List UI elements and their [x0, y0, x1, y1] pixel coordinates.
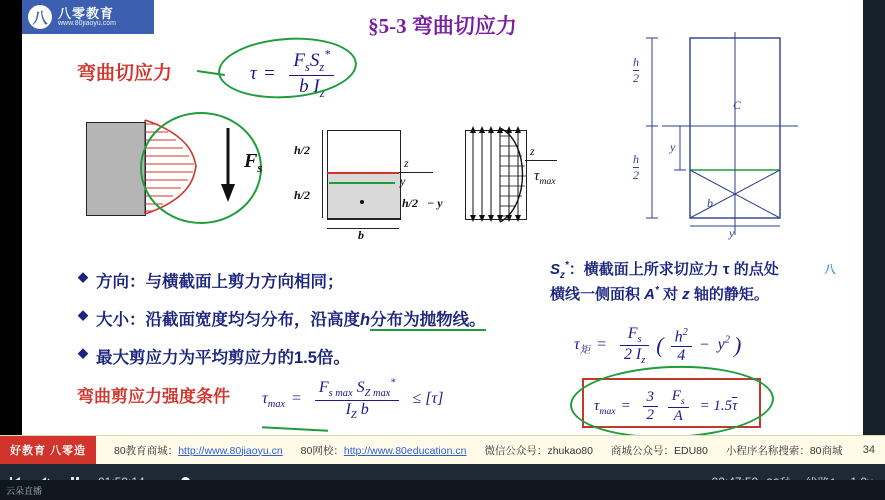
bullet-marker-icon: ◆ — [78, 269, 88, 284]
formula-tau-moment: $\tau_矩$ = $\frac{F_s}{2 I_z}$ ( $\frac{h^2}{4}$ − $y^2$ ) — [574, 325, 742, 367]
heading-shear-stress: 弯曲切应力 — [77, 63, 173, 84]
list-item — [78, 268, 518, 292]
label-h2-minus-y: h/2 — [402, 196, 419, 210]
label-right-centroid: C — [733, 98, 742, 112]
promo-item-mall[interactable] — [114, 443, 283, 458]
brand-badge-icon: 八 — [28, 5, 52, 29]
label-z-axis-2: z — [530, 144, 535, 158]
arrow-shear-force-icon — [218, 128, 244, 204]
diagram-right-section — [622, 30, 852, 240]
bullet-list — [78, 268, 518, 382]
brand-url: www.80jiaoyu.com — [58, 20, 116, 28]
label-right-h2-bottom: h 2 — [633, 152, 639, 182]
diagram-beam-section — [86, 122, 146, 216]
bullet-marker-icon: ◆ — [78, 345, 88, 360]
label-right-b: b — [707, 196, 713, 210]
bullet-marker-icon: ◆ — [78, 307, 88, 322]
status-cloud-label: 云朵直播 — [6, 485, 43, 496]
promo-item-mall-wechat-label: 商城公众号： — [610, 444, 674, 457]
status-strip — [0, 480, 885, 500]
annotation-ellipse-main-formula — [216, 33, 359, 103]
right-note — [550, 258, 863, 306]
promo-item-miniprogram: 小程序名称搜索：80商城 — [725, 444, 843, 457]
list-item — [78, 344, 518, 368]
letterbox-left — [0, 0, 22, 464]
promo-item-wechat-value: zhukao80 — [547, 444, 593, 457]
promo-item-mall-link[interactable]: http://www.80jiaoyu.cn — [178, 444, 283, 457]
diagram-cross-section-shaded — [327, 172, 401, 219]
diagram-centroid-dot — [360, 200, 364, 204]
right-note-line-2: 横线一侧面积 A* 对 z 轴的静矩。 — [550, 285, 769, 304]
promo-item-wechat — [484, 443, 593, 458]
formula-strength-condition: $\tau_{max}$ = $\frac{F_{s max} S_{Z max}^*}{I_Z b}$ ≤ [τ] — [262, 378, 444, 421]
heading-strength-condition: 弯曲剪应力强度条件 — [77, 387, 230, 406]
bullet-text: 大小：沿截面宽度均匀分布，沿高度 — [96, 311, 360, 329]
slide-canvas — [22, 0, 863, 464]
promo-item-mall-wechat-value: EDU80 — [673, 444, 708, 457]
annotation-green-underline-section — [329, 182, 395, 184]
promo-item-wechat-label: 微信公众号： — [484, 444, 548, 457]
promo-item-school-label: 80网校： — [300, 444, 344, 457]
label-z-axis-1: z — [404, 156, 409, 170]
label-b-width: b — [358, 228, 364, 242]
label-minus-y: − y — [427, 196, 443, 210]
label-tau-max-diagram: $\tau_{max}$ — [534, 168, 556, 187]
bullet-text-underlined: 分布为抛物线。 — [370, 311, 486, 329]
formula-main: τ = $\frac{F_sS_z^*}{b I_z}$ — [250, 48, 337, 101]
slide-title: §5-3 弯曲切应力 — [368, 14, 517, 38]
slide-page-number: 34 — [862, 444, 875, 456]
promo-logo: 好教育 八零造 — [0, 436, 96, 464]
label-h-over-2-top: h/2 — [294, 143, 311, 157]
bullet-text: 最大剪应力为平均剪应力的1.5倍。 — [96, 349, 350, 367]
right-note-line-1: $S_z^*$：横截面上所求切应力 τ 的点处 — [550, 260, 779, 281]
formula-tau-max: $\tau_{max}$ = $\frac{3}{2}$ $\frac{F_s}{A}$ = $1.5\overline{\tau}$ — [594, 388, 738, 424]
list-item — [78, 306, 518, 330]
promo-item-school-link[interactable]: http://www.80education.cn — [343, 444, 467, 457]
label-y-axis-1: y — [400, 174, 406, 188]
promo-item-mall-label: 80教育商城： — [114, 444, 179, 457]
label-right-h2-top: h 2 — [633, 55, 639, 85]
brand-name: 八零教育 — [58, 5, 115, 21]
bullet-text: 方向：与横截面上剪力方向相同； — [96, 273, 344, 291]
label-right-y: y — [670, 140, 676, 154]
label-h-over-2-bottom: h/2 — [294, 188, 311, 202]
label-right-y-axis: y — [729, 226, 735, 240]
promo-bar — [0, 435, 885, 464]
watermark-badge: 八 — [819, 258, 841, 280]
annotation-green-underline-strength — [262, 426, 328, 431]
promo-item-mall-wechat — [611, 443, 708, 458]
promo-item-school[interactable] — [301, 443, 467, 458]
diagram-neutral-line — [327, 172, 399, 174]
diagram-z-axis — [399, 172, 433, 173]
bullet-emphasis: h — [360, 311, 371, 329]
diagram-height-dim-line — [322, 130, 323, 218]
label-shear-force: $F_s$ — [244, 150, 263, 175]
